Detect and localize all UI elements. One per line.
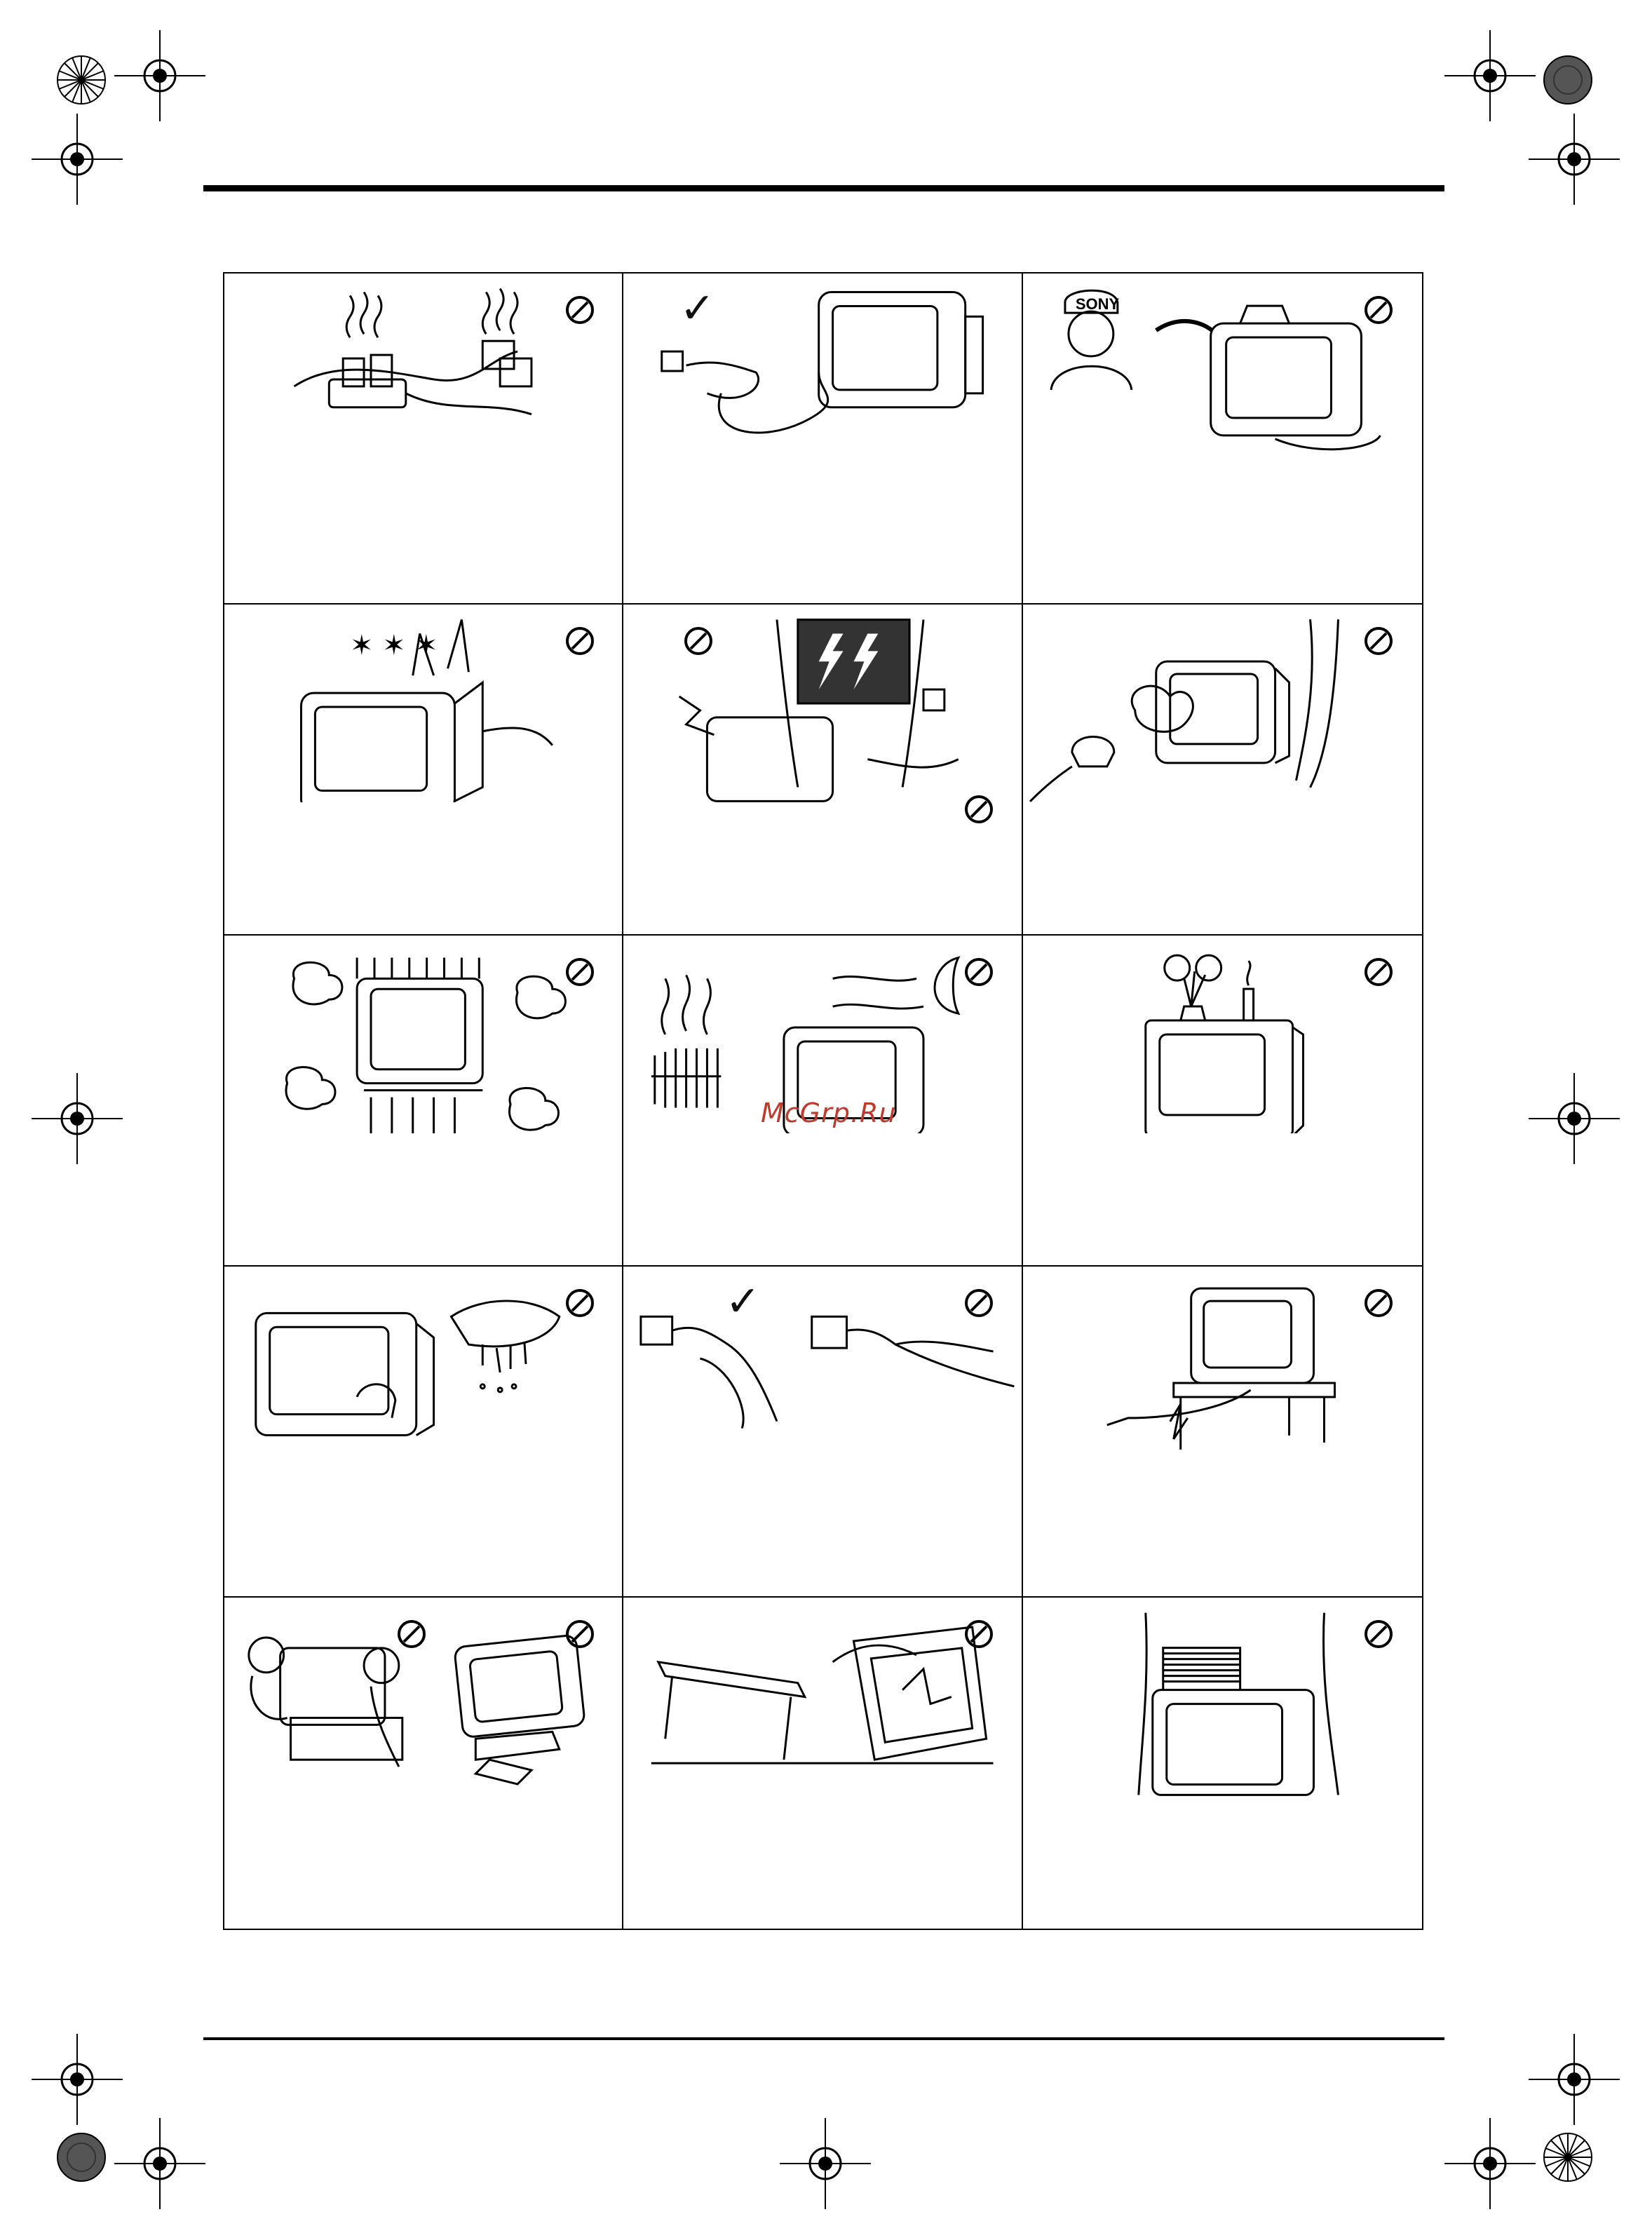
header-rule — [203, 185, 1444, 191]
unplug-by-plug-illustration — [623, 274, 1021, 471]
prohibited-icon — [1363, 957, 1394, 987]
prohibited-icon — [564, 1288, 595, 1318]
panel-overloaded-outlets — [224, 274, 623, 605]
wet-cleaning-illustration — [224, 1267, 622, 1464]
pulling-cord-illustration — [623, 1267, 1021, 1464]
call-service-illustration — [1023, 274, 1422, 471]
footer-rule — [203, 2037, 1444, 2040]
registration-mark-icon — [32, 114, 123, 205]
blocked-ventilation-illustration — [224, 936, 622, 1133]
panel-unplug-by-plug — [623, 274, 1022, 605]
starburst-registration-icon — [56, 55, 107, 105]
prohibited-icon — [1363, 626, 1394, 656]
registration-mark-icon — [1444, 2118, 1536, 2209]
damaged-cord-illustration — [1023, 1267, 1422, 1464]
registration-mark-icon — [114, 30, 205, 121]
prohibited-icon — [396, 1619, 427, 1649]
prohibited-icon — [564, 957, 595, 987]
panel-blocked-ventilation — [224, 936, 623, 1267]
open-back-cover-illustration — [224, 605, 622, 802]
svg-text:✶ ✶ ✶: ✶ ✶ ✶ — [350, 629, 438, 662]
moisture-steam-illustration — [1023, 605, 1422, 802]
prohibited-icon — [963, 794, 994, 825]
panel-moisture-steam — [1023, 605, 1422, 936]
prohibited-icon — [1363, 1619, 1394, 1649]
starburst-registration-icon — [1543, 2132, 1593, 2182]
prohibited-icon — [963, 957, 994, 987]
panel-unstable-placement — [224, 1598, 623, 1929]
sony-cap-label: SONY — [1075, 295, 1119, 313]
registration-mark-icon — [32, 1073, 123, 1164]
check-icon: ✓ — [679, 284, 715, 333]
registration-mark-icon — [32, 2034, 123, 2125]
panel-lightning-storm — [623, 605, 1022, 936]
prohibited-icon — [963, 1288, 994, 1318]
watermark: McGrp.Ru — [761, 1098, 897, 1128]
prohibited-icon — [564, 1619, 595, 1649]
prohibited-icon — [564, 295, 595, 325]
panel-falling-set — [623, 1598, 1022, 1929]
check-icon: ✓ — [725, 1277, 761, 1326]
overloaded-outlets-illustration — [224, 274, 622, 471]
panel-call-service — [1023, 274, 1422, 605]
covering-set-illustration — [1023, 1598, 1422, 1796]
registration-mark-icon — [1529, 2034, 1620, 2125]
registration-mark-icon — [1444, 30, 1536, 121]
registration-mark-icon — [1529, 1073, 1620, 1164]
prohibited-icon — [1363, 1288, 1394, 1318]
registration-mark-icon — [114, 2118, 205, 2209]
panel-objects-on-top — [1023, 936, 1422, 1267]
prohibited-icon — [963, 1619, 994, 1649]
solid-registration-disc-icon — [1543, 55, 1593, 105]
registration-mark-icon — [780, 2118, 871, 2209]
panel-covering-set — [1023, 1598, 1422, 1929]
panel-wet-cleaning — [224, 1267, 623, 1598]
falling-set-illustration — [623, 1598, 1021, 1796]
prohibited-icon — [564, 626, 595, 656]
objects-on-top-illustration — [1023, 936, 1422, 1133]
panel-pulling-cord — [623, 1267, 1022, 1598]
prohibited-icon — [683, 626, 714, 656]
solid-registration-disc-icon — [56, 2132, 107, 2182]
panel-no-opening-back-cover — [224, 605, 623, 936]
prohibited-icon — [1363, 295, 1394, 325]
panel-damaged-cord — [1023, 1267, 1422, 1598]
registration-mark-icon — [1529, 114, 1620, 205]
